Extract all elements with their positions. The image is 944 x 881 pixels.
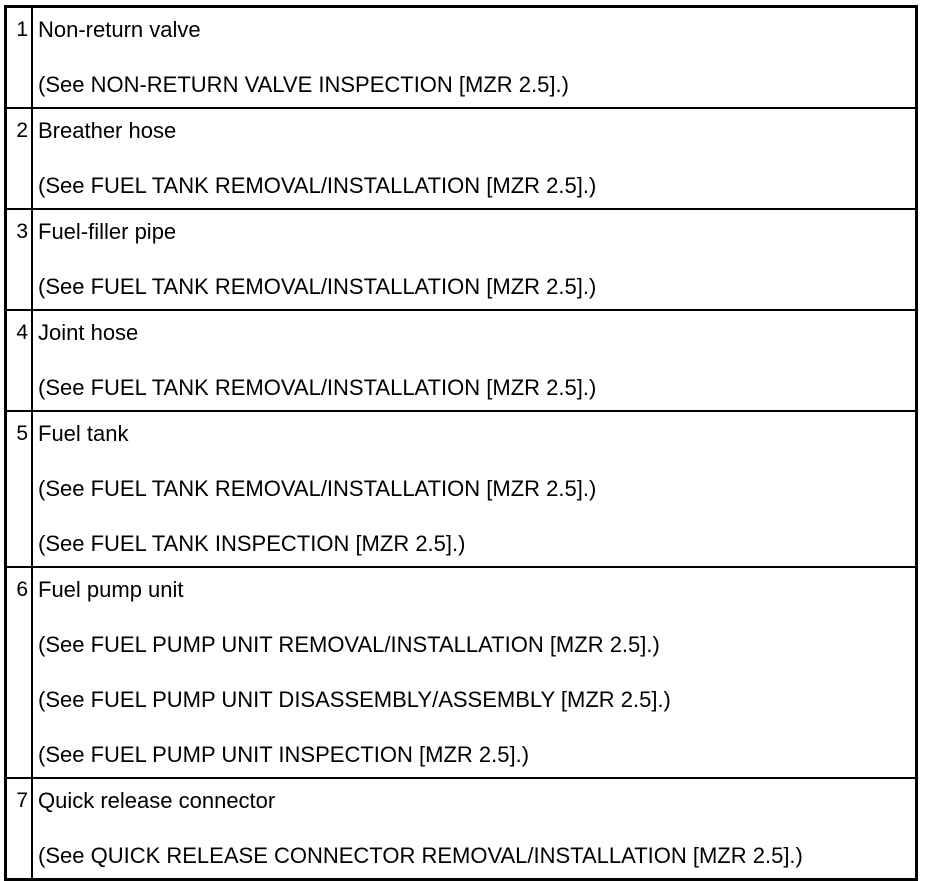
part-name: Fuel pump unit: [38, 577, 184, 602]
part-reference-link[interactable]: (See NON-RETURN VALVE INSPECTION [MZR 2.5].): [38, 72, 569, 97]
table-row: [7, 208, 915, 309]
part-name: Quick release connector: [38, 788, 276, 813]
part-reference-link[interactable]: (See QUICK RELEASE CONNECTOR REMOVAL/INSTALLATION [MZR 2.5].): [38, 843, 803, 868]
part-reference-link[interactable]: (See FUEL TANK INSPECTION [MZR 2.5].): [38, 531, 466, 556]
part-number: 6: [7, 568, 33, 777]
part-name: Fuel tank: [38, 421, 129, 446]
table-row: [7, 410, 915, 566]
part-cell: [33, 210, 915, 309]
part-name: Non-return valve: [38, 17, 201, 42]
part-number: 3: [7, 210, 33, 309]
table-row: [7, 8, 915, 107]
part-cell: [33, 8, 915, 107]
part-reference-link[interactable]: (See FUEL PUMP UNIT INSPECTION [MZR 2.5].): [38, 742, 530, 767]
part-name: Joint hose: [38, 320, 139, 345]
part-reference-link[interactable]: (See FUEL TANK REMOVAL/INSTALLATION [MZR 2.5].): [38, 274, 597, 299]
part-reference-link[interactable]: (See FUEL TANK REMOVAL/INSTALLATION [MZR 2.5].): [38, 375, 597, 400]
part-cell: [33, 109, 915, 208]
part-cell: [33, 779, 915, 878]
part-number: 5: [7, 412, 33, 566]
part-reference-link[interactable]: (See FUEL PUMP UNIT REMOVAL/INSTALLATION [MZR 2.5].): [38, 632, 660, 657]
part-reference-link[interactable]: (See FUEL TANK REMOVAL/INSTALLATION [MZR 2.5].): [38, 476, 597, 501]
part-reference-link[interactable]: (See FUEL TANK REMOVAL/INSTALLATION [MZR 2.5].): [38, 173, 597, 198]
part-cell: [33, 311, 915, 410]
table-row: [7, 107, 915, 208]
parts-table: [4, 5, 918, 881]
part-number: 4: [7, 311, 33, 410]
table-row: [7, 566, 915, 777]
part-cell: [33, 568, 915, 777]
part-name: Fuel-filler pipe: [38, 219, 177, 244]
part-number: 2: [7, 109, 33, 208]
part-name: Breather hose: [38, 118, 177, 143]
table-row: [7, 777, 915, 878]
table-row: [7, 309, 915, 410]
part-number: 7: [7, 779, 33, 878]
part-number: 1: [7, 8, 33, 107]
part-reference-link[interactable]: (See FUEL PUMP UNIT DISASSEMBLY/ASSEMBLY [MZR 2.5].): [38, 687, 671, 712]
part-cell: [33, 412, 915, 566]
